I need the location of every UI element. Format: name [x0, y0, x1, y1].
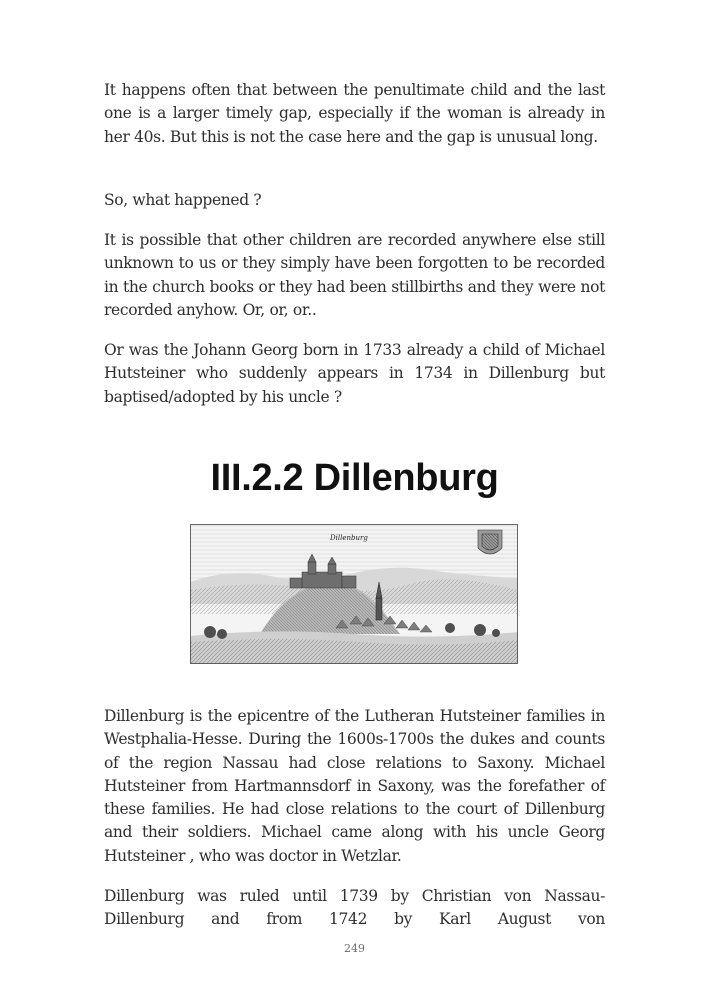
paragraph-other-children: It is possible that other children are recorded anywhere else still unknown to us or they simply have been forgotten to be recorded in the church books or they had been stillbirths and they were not recorded anyhow. Or, or, or.. [104, 231, 605, 319]
paragraph-what-happened: So, what happened ? [104, 191, 262, 209]
engraving-caption: Dillenburg [330, 534, 368, 542]
paragraph-gap-between-children: It happens often that between the penultimate child and the last one is a larger timely gap, especially if the woman is already in her 40s. But this is not the case here and the gap is unusual long. [104, 81, 605, 146]
section-heading: III.2.2 Dillenburg [210, 457, 499, 499]
paragraph-johann-georg: Or was the Johann Georg born in 1733 already a child of Michael Hutsteiner who suddenly appears in 1734 in Dillenburg but baptised/adopted by his uncle ? [104, 341, 605, 406]
paragraph-dillenburg-epicentre: Dillenburg is the epicentre of the Lutheran Hutsteiner families in Westphalia-Hesse. During the 1600s-1700s the dukes and counts of the region Nassau had close relations to Saxony. Michael Hutsteiner from Hartmannsdorf in Saxony, was the forefather of these families. He had close relations to the court of Dillenburg and their soldiers. Michael came along with his uncle Georg Hutsteiner , who was doctor in Wetzlar. [104, 707, 605, 865]
page-number: 249 [344, 942, 365, 955]
dillenburg-engraving-image [190, 524, 518, 664]
engraving-drawing [190, 524, 518, 664]
paragraph-dillenburg-rulers: Dillenburg was ruled until 1739 by Christian von Nassau-Dillenburg and from 1742 by Karl August von [104, 887, 605, 929]
